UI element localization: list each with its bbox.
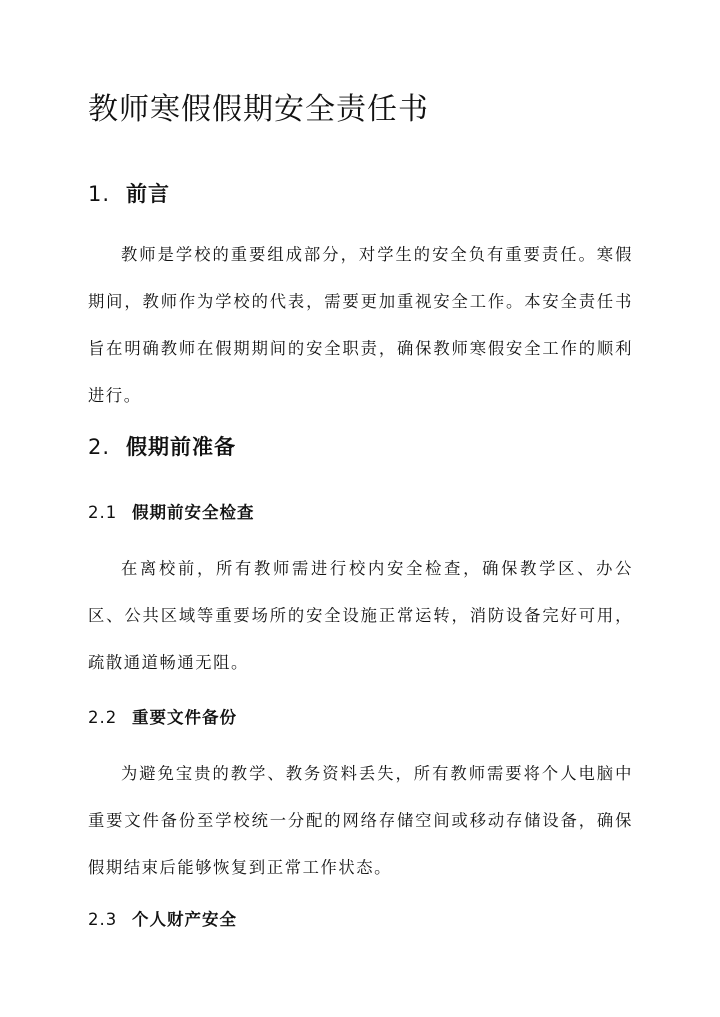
document-title: 教师寒假假期安全责任书 (88, 92, 429, 127)
subsection-title: 个人财产安全 (132, 910, 237, 929)
section-title: 前言 (126, 182, 170, 206)
section-number: 2. (88, 435, 111, 459)
subsection-2-1-paragraph: 在离校前，所有教师需进行校内安全检查，确保教学区、办公区、公共区域等重要场所的安全设施正常运转，消防设备完好可用，疏散通道畅通无阻。 (88, 559, 633, 672)
subsection-number: 2.1 (88, 503, 118, 522)
section-number: 1. (88, 182, 111, 206)
section-heading-2 (88, 431, 236, 461)
subsection-heading-2-2 (88, 704, 237, 728)
subsection-heading-2-3 (88, 906, 237, 930)
subsection-title: 重要文件备份 (132, 708, 237, 727)
section-title: 假期前准备 (126, 435, 236, 459)
section-1-paragraph: 教师是学校的重要组成部分，对学生的安全负有重要责任。寒假期间，教师作为学校的代表，需要更加重视安全工作。本安全责任书旨在明确教师在假期期间的安全职责，确保教师寒假安全工作的顺利进行。 (88, 245, 633, 405)
subsection-2-2-paragraph: 为避免宝贵的教学、教务资料丢失，所有教师需要将个人电脑中重要文件备份至学校统一分配的网络存储空间或移动存储设备，确保假期结束后能够恢复到正常工作状态。 (88, 764, 633, 877)
subsection-title: 假期前安全检查 (132, 503, 255, 522)
subsection-number: 2.3 (88, 910, 118, 929)
section-heading-1 (88, 178, 170, 208)
subsection-heading-2-1 (88, 499, 255, 523)
subsection-number: 2.2 (88, 708, 118, 727)
